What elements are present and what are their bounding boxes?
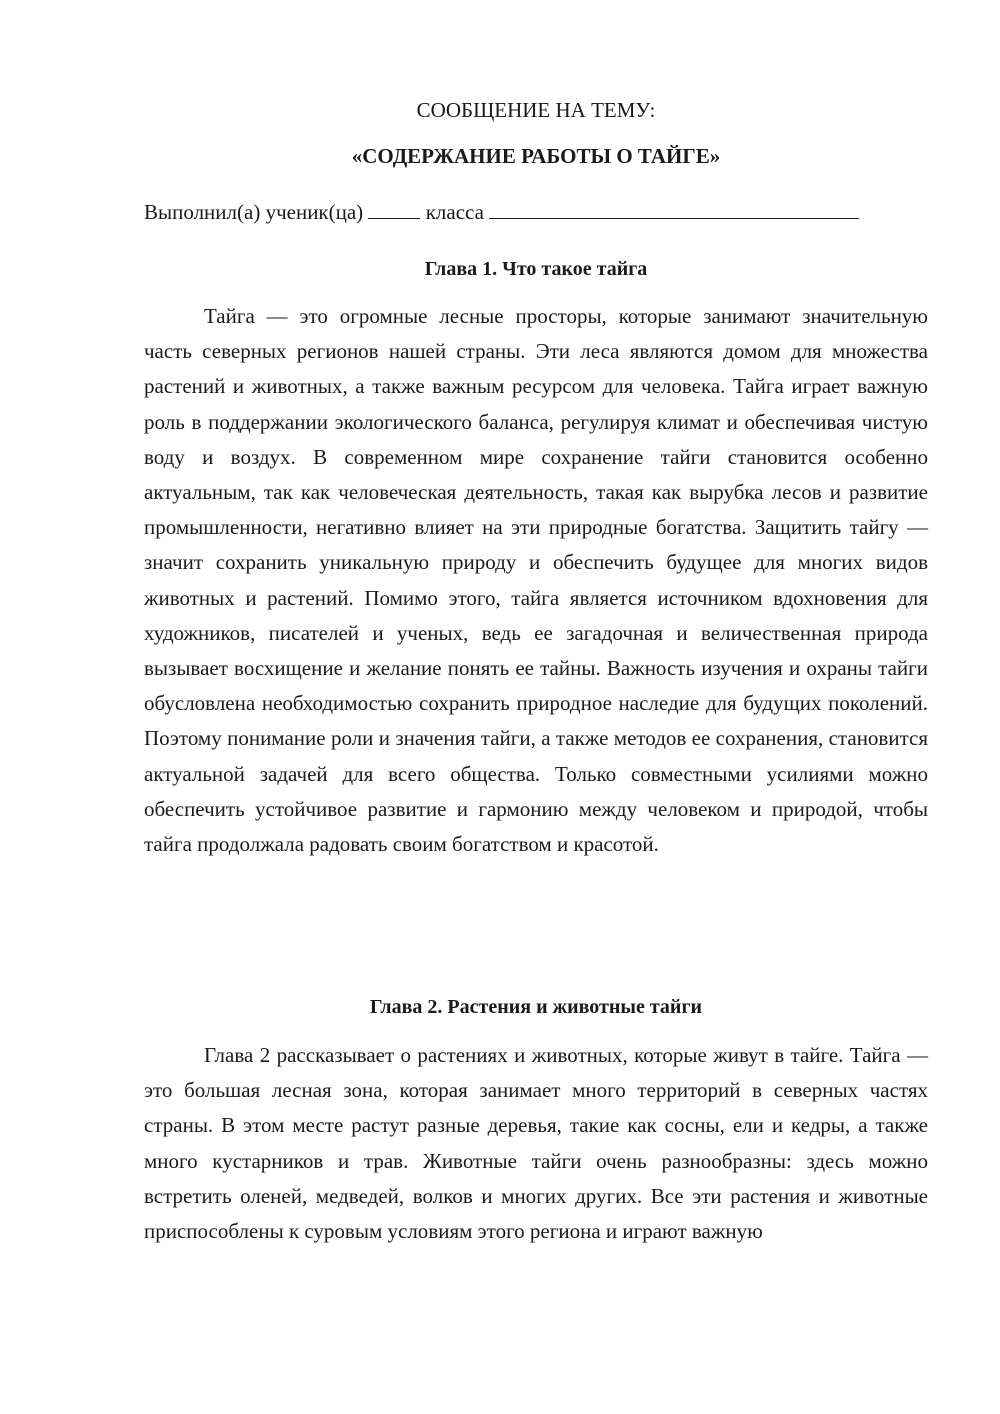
chapter-1-heading: Глава 1. Что такое тайга (424, 258, 648, 280)
student-name-blank (489, 198, 859, 219)
performer-prefix: Выполнил(а) ученик(ца) (144, 200, 364, 224)
chapter-1-paragraph: Тайга — это огромные лесные просторы, которые занимают значительную часть северных регионов нашей страны. Эти леса являются домом для множества растений и животных, а также важным ресурсом для человека. Тайга играет важную роль в поддержании экологического баланса, регулируя климат и обеспечивая чистую воду и воздух. В современном мире сохранение тайги становится особенно актуальным, так как человеческая деятельность, такая как вырубка лесов и развитие промышленности, негативно влияет на эти природные богатства. Защитить тайгу — значит сохранить уникальную природу и обеспечить будущее для многих видов животных и растений. Помимо этого, тайга является источником вдохновения для художников, писателей и ученых, ведь ее загадочная и величественная природа вызывает восхищение и желание понять ее тайны. Важность изучения и охраны тайги обусловлена необходимостью сохранить природное наследие для будущих поколений. Поэтому понимание роли и значения тайги, а также методов ее сохранения, становится актуальной задачей для всего общества. Только совместными усилиями можно обеспечить устойчивое развитие и гармонию между человеком и природой, чтобы тайга продолжала радовать своим богатством и красотой. (144, 304, 928, 857)
chapter-2-paragraph: Глава 2 рассказывает о растениях и животных, которые живут в тайге. Тайга — это большая лесная зона, которая занимает много территорий в северных частях страны. В этом месте растут разные деревья, такие как сосны, ели и кедры, а также много кустарников и трав. Животные тайги очень разнообразны: здесь можно встретить оленей, медведей, волков и многих других. Все эти растения и животные приспособлены к суровым условиям этого региона и играют важную (144, 1043, 928, 1244)
performer-class-label: класса (425, 200, 484, 224)
document-title-line-1: СООБЩЕНИЕ НА ТЕМУ: (416, 98, 656, 122)
chapter-2-heading: Глава 2. Растения и животные тайги (369, 996, 703, 1018)
document-title-line-2: «СОДЕРЖАНИЕ РАБОТЫ О ТАЙГЕ» (351, 144, 721, 168)
class-number-blank (368, 198, 420, 219)
performer-line (144, 197, 934, 227)
